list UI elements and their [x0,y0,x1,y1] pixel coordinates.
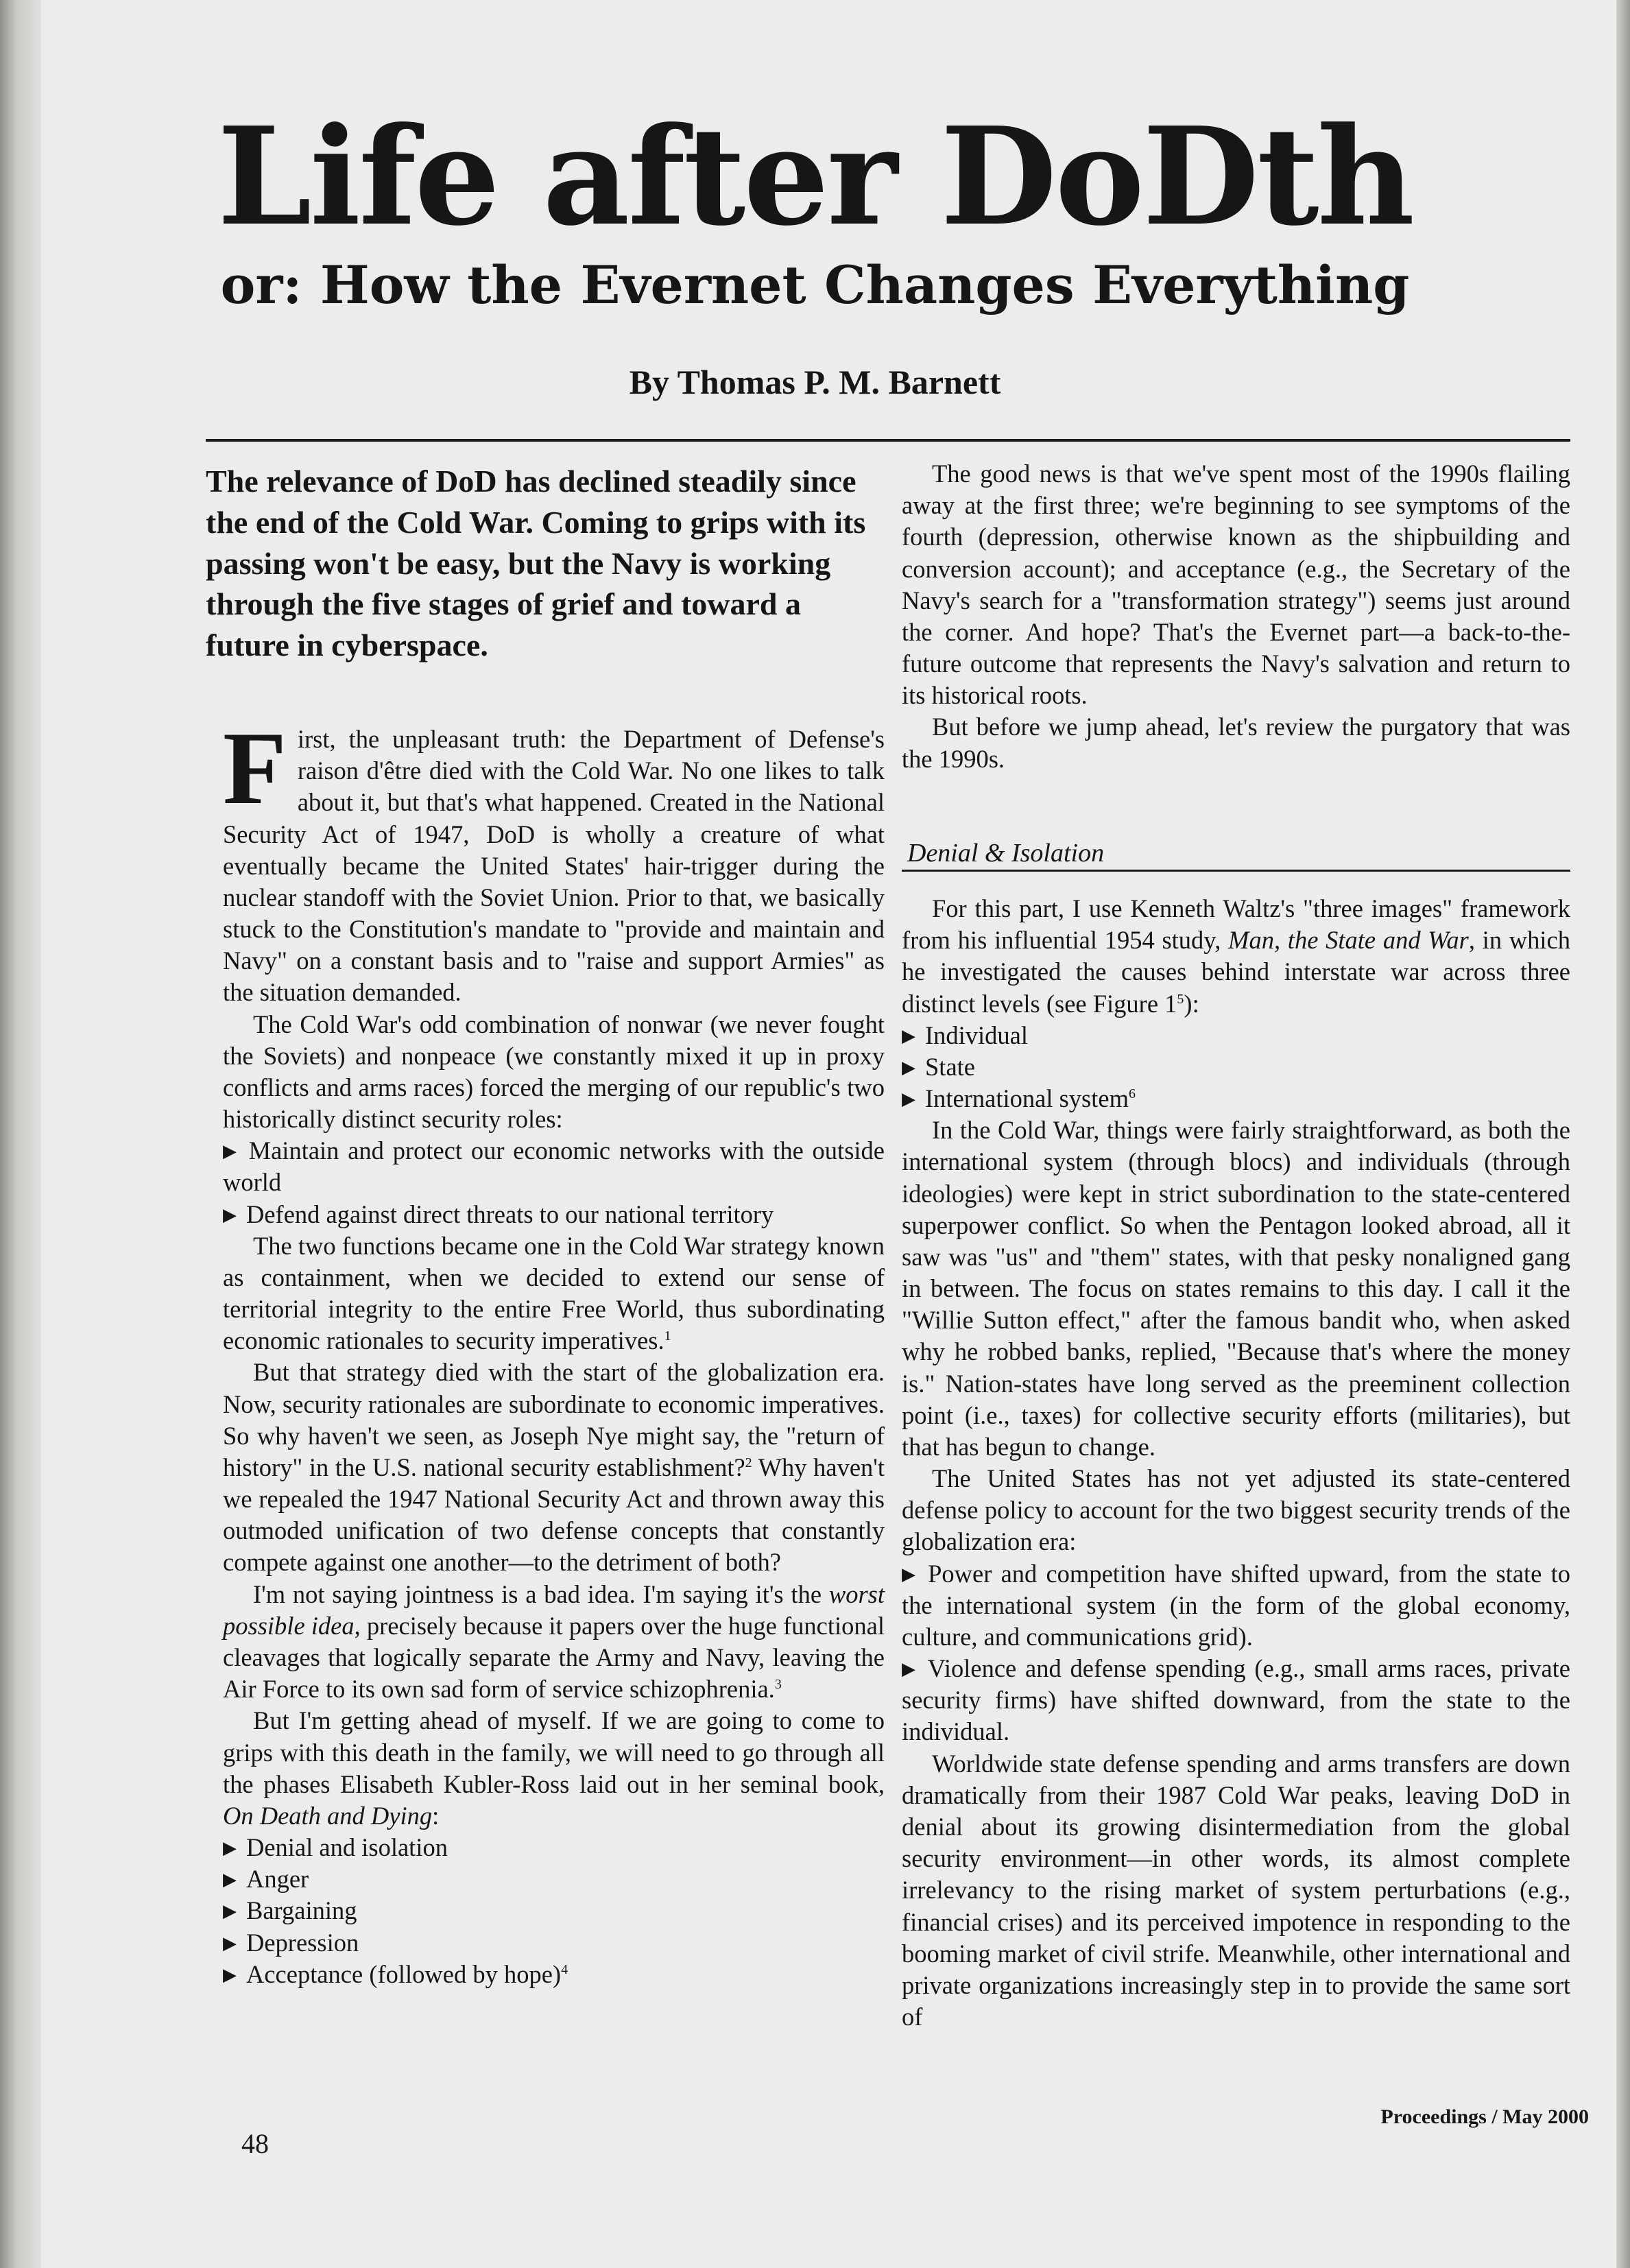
article-subtitle: or: How the Evernet Changes Everything [220,254,1410,315]
paragraph [223,1230,885,1357]
list-item [223,1135,885,1198]
paragraph: In the Cold War, things were fairly straightforward, as both the international system (through blocs) and individuals (through ideologies) were kept in strict subordination to the state-centered superpower conflict. So when the Pentagon looked abroad, all it saw was "us" and "them" states, with that pesky nonaligned gang in between. The focus on states remains to this day. I call it the "Willie Sutton effect," after the famous bandit who, when asked why he robbed banks, replied, "Because that's where the money is." Nation-states have long served as the preeminent collection point (i.e., taxes) for collective security efforts (militaries), but that has begun to change. [902,1116,1570,1461]
paragraph [223,1705,885,1832]
triangle-bullet-icon: ▶ [902,1025,915,1046]
paragraph [223,1579,885,1706]
paragraph-text: , precisely because it papers over the huge functional cleavages that logically separate the Army and Navy, leaving the Air Force to its own sad form of service schizophrenia. [223,1611,885,1704]
list-item [902,1653,1570,1748]
triangle-bullet-icon: ▶ [223,1901,237,1922]
paragraph [902,893,1570,1020]
article-deck: The relevance of DoD has declined steadily since the end of the Cold War. Coming to grips with its passing won't be easy, but the Navy is working through the five stages of grief and toward a future in cyberspace. [206,464,866,663]
list-item-text: Bargaining [246,1896,357,1925]
triangle-bullet-icon: ▶ [902,1057,915,1077]
byline: By Thomas P. M. Barnett [629,363,1001,401]
header-rule [206,439,1570,442]
paragraph-text: For this part, I use Kenneth Waltz's "three images" framework from his influential 1954 study, [902,894,1570,955]
list-item [902,1083,1570,1114]
right-column-top [902,458,1570,775]
list-item [902,1051,1570,1083]
paragraph-text: Why haven't we repealed the 1947 National Security Act and thrown away this outmoded unification of two defense concepts that constantly compete against one another—to the detriment of both? [223,1453,885,1577]
paragraph: Worldwide state defense spending and arms transfers are down dramatically from their 1987 Cold War peaks, leaving DoD in denial about its growing disintermediation from the global security environment—in other words, its almost complete irrelevancy to the rising market of system perturbations (e.g., financial crises) and its perceived impotence in responding to the booming market of civil strife. Meanwhile, other international and private organizations increasingly step in to provide the same sort of [902,1749,1570,2031]
page-number: 48 [241,2128,269,2159]
paragraph-text: : [432,1801,440,1830]
list-item-text: Individual [925,1020,1029,1049]
list-item [223,1959,885,1990]
footnote-marker: 3 [774,1677,782,1692]
footnote-marker: 6 [1129,1086,1136,1101]
footnote-marker: 2 [745,1455,752,1470]
list-item-text: Anger [246,1865,309,1894]
paragraph-text: irst, the unpleasant truth: the Department of Defense's raison d'être died with the Cold War. No one likes to talk about it, but that's what happened. Created in the National Security Act of 1947, DoD is wholly a creature of what eventually became the United States' hair-trigger during the nuclear standoff with the Soviet Union. Prior to that, we basically stuck to the Constitution's mandate to "provide and maintain and Navy" on a constant basis and to "raise and support Armies" as the situation demanded. [223,725,885,1007]
list-item-text: State [925,1052,975,1081]
list-item-text: Denial and isolation [246,1833,448,1862]
triangle-bullet-icon: ▶ [223,1141,239,1162]
triangle-bullet-icon: ▶ [223,1933,237,1953]
triangle-bullet-icon: ▶ [223,1204,237,1225]
list-item [223,1895,885,1926]
list-item-text: International system [925,1084,1129,1113]
paragraph: The Cold War's odd combination of nonwar (we never fought the Soviets) and nonpeace (we constantly mixed it up in proxy conflicts and arms races) forced the merging of our republic's two historically distinct security roles: [223,1010,885,1134]
paragraph-text: I'm not saying jointness is a bad idea. I'm saying it's the [253,1579,829,1608]
list-item [902,1020,1570,1051]
footnote-marker: 5 [1177,991,1184,1007]
list-item-text: Depression [246,1928,359,1957]
list-item [902,1558,1570,1654]
list-item [223,1199,885,1230]
section-heading: Denial & Isolation [907,839,1105,868]
book-title: Man, the State and War [1228,926,1469,955]
paragraph-text: But that strategy died with the start of the globalization era. Now, security rationales are subordinate to economic imperatives. So why haven't we seen, as Joseph Nye might say, the "return of history" in the U.S. national security establishment? [223,1358,885,1481]
list-item-text: Violence and defense spending (e.g., small arms races, private security firms) have shifted downward, from the state to the individual. [902,1654,1570,1746]
emphasis: worst possible idea [223,1579,885,1640]
book-title: On Death and Dying [223,1801,433,1830]
triangle-bullet-icon: ▶ [902,1564,919,1584]
paragraph: The United States has not yet adjusted its state-centered defense policy to account for the two biggest security trends of the globalization era: [902,1464,1570,1556]
paragraph: But before we jump ahead, let's review the purgatory that was the 1990s. [902,713,1570,773]
triangle-bullet-icon: ▶ [223,1870,237,1890]
paragraph-text: But I'm getting ahead of myself. If we are going to come to grips with this death in the family, we will need to go through all the phases Elisabeth Kubler-Ross laid out in her seminal book, [223,1706,885,1798]
paragraph-text: , in which he investigated the causes behind interstate war across three distinct levels (see Figure 1 [902,926,1570,1018]
article-title: Life after DoDth [217,98,1413,256]
list-item-text: Maintain and protect our economic networks with the outside world [223,1136,885,1197]
page-binding [0,0,41,2268]
paragraph [223,1357,885,1578]
list-item-text: Power and competition have shifted upward, from the state to the international system (in the form of the global economy, culture, and communications grid). [902,1559,1570,1651]
drop-cap: F [223,711,287,826]
paragraph [223,711,885,1009]
triangle-bullet-icon: ▶ [902,1659,918,1680]
list-item [223,1863,885,1895]
list-item [223,1832,885,1863]
footnote-marker: 4 [561,1961,568,1977]
paragraph-text: ): [1184,989,1199,1018]
running-footer: Proceedings / May 2000 [1380,2105,1589,2128]
right-column-bottom [902,893,1570,2033]
triangle-bullet-icon: ▶ [223,1964,237,1985]
triangle-bullet-icon: ▶ [902,1089,915,1110]
paragraph-text: The two functions became one in the Cold War strategy known as containment, when we decided to extend our sense of territorial integrity to the entire Free World, thus subordinating economic rationales to security imperatives. [223,1231,885,1355]
left-column [223,711,885,1990]
list-item-text: Defend against direct threats to our national territory [246,1199,774,1228]
page-edge [1616,0,1630,2268]
triangle-bullet-icon: ▶ [223,1838,237,1859]
footnote-marker: 1 [664,1328,671,1344]
list-item-text: Acceptance (followed by hope) [246,1959,562,1988]
section-rule [902,870,1570,872]
list-item [223,1927,885,1959]
paragraph: The good news is that we've spent most of the 1990s flailing away at the first three; we're beginning to see symptoms of the fourth (depression, otherwise known as the shipbuilding and conversion account); and acceptance (e.g., the Secretary of the Navy's search for a "transformation strategy") seems just around the corner. And hope? That's the Evernet part—a back-to-the-future outcome that represents the Navy's salvation and return to its historical roots. [902,459,1570,710]
